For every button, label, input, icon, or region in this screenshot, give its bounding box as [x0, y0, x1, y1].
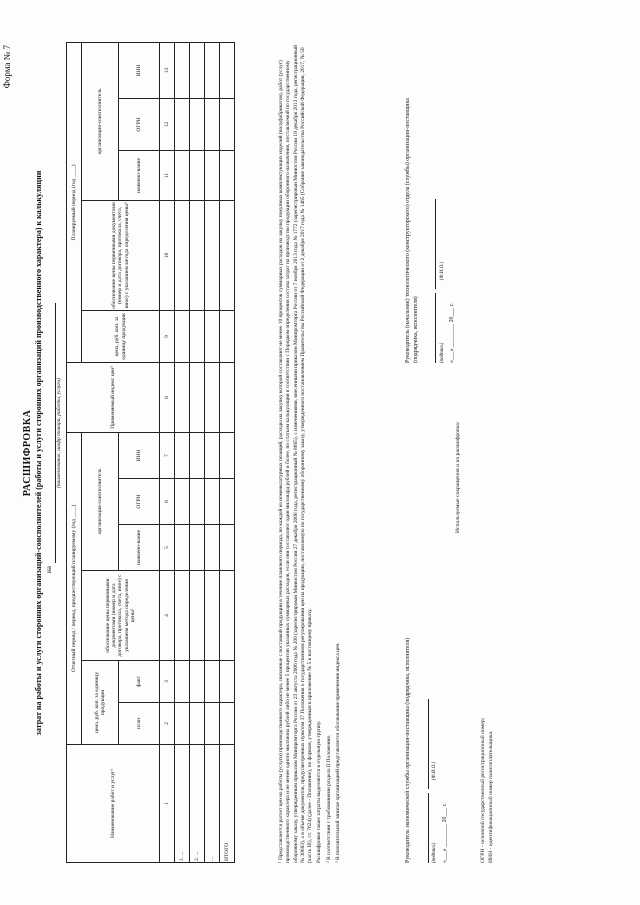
- header-name: Наименование работ и услуг¹: [67, 744, 160, 862]
- on-label: на: [45, 565, 53, 573]
- footnotes: [278, 43, 344, 863]
- column-number-row: [160, 42, 175, 862]
- table-row-total: [220, 42, 235, 862]
- footnote-1-cont: Расшифровке также затраты выделяются в отдельную группу.: [316, 720, 323, 863]
- header-org-name-reporting: наимено-вание: [119, 524, 160, 570]
- header-inn-planned: ИНН: [119, 42, 160, 98]
- col-number: 3: [160, 660, 175, 702]
- table-row: [175, 42, 190, 862]
- table-row: [190, 42, 205, 862]
- col-number: 10: [160, 200, 175, 310]
- row-label-total: ИТОГО: [220, 744, 235, 862]
- header-plan: план: [119, 702, 160, 744]
- header-inn-reporting: ИНН: [119, 432, 160, 478]
- footnote-3: ³ В пояснительной записке организацией представляется обоснование применения индекса цен.: [335, 641, 342, 863]
- footnote-2: ² В соответствии с требованиями раздела II Положения.: [325, 734, 332, 863]
- col-number: 2: [160, 702, 175, 744]
- header-ogrn-planned: ОГРН: [119, 98, 160, 150]
- header-ogrn-reporting: ОГРН: [119, 478, 160, 524]
- col-number: 9: [160, 310, 175, 362]
- col-number: 7: [160, 432, 175, 478]
- table-row: [205, 42, 220, 862]
- header-fact: факт: [119, 660, 160, 702]
- col-number: 11: [160, 150, 175, 200]
- header-justification-reporting: обоснование цены первичными документами (номер и дата договора, протокола, счета, иное) с указанием метода определения цены²: [82, 570, 160, 660]
- header-price-index: Применяемый индекс цен³: [67, 362, 160, 432]
- header-org-name-planned: наимено-вание: [119, 150, 160, 200]
- header-reporting-period: Отчетный период / период, предшествующий планируемому (год ____): [67, 432, 82, 744]
- header-planned-period: Планируемый период (год ____): [67, 42, 82, 362]
- row-label: 1. ...: [175, 744, 190, 862]
- row-label: ...: [205, 744, 220, 862]
- signature-left: [405, 633, 449, 863]
- col-number: 6: [160, 478, 175, 524]
- signature-right-sign-hint: (подпись): [439, 342, 445, 363]
- signature-left-date: «___» ________ 20___ г.: [441, 802, 448, 863]
- abbreviation-item: ОГРН - основной государственный регистрационный номер;: [480, 717, 486, 863]
- signature-left-fio-hint: (Ф.И.О.): [432, 761, 438, 780]
- signature-right: [405, 83, 457, 363]
- rotated-document: [2, 43, 580, 863]
- signature-right-title: Руководитель (начальник) технологического (конструкторского) отдела (службы) организации-поставщика (подрядчика, исполнителя): [405, 97, 419, 363]
- header-justification-planned: обоснование цены первичными документами (номер и дата договора, протокола, счета, иное) с указанием метода определения цены²: [82, 200, 160, 310]
- signature-left-title: Руководитель экономической службы организации-поставщика (подрядчика, исполнителя): [405, 637, 411, 863]
- header-org-reporting: организация-соисполнитель: [82, 432, 119, 570]
- document-subtitle: затрат на работы и услуги сторонних организаций-соисполнителей (работы и услуги сторонних организаций производственного характера) к калькуляции: [34, 170, 43, 735]
- signature-right-fio-hint: (Ф.И.О.): [439, 261, 445, 280]
- col-number: 4: [160, 570, 175, 660]
- abbreviations-title: Используемые сокращения и их расшифровка:: [455, 421, 461, 533]
- row-label: 2. ...: [190, 744, 205, 862]
- col-number: 12: [160, 98, 175, 150]
- cost-breakdown-table: [66, 41, 235, 862]
- subject-hint: (наименование, шифр товара, работы, услуги): [56, 377, 62, 488]
- document-title: РАСШИФРОВКА: [22, 409, 33, 496]
- footnote-1: ¹ Представляется расчет цен на работы (услуги) производственного характера, связанные с поставкой продукции в течение планового периода, по каждой из номенклатурных позиций, расходы на закупку которой составляют не менее 10 процентов суммарных расходов на закупку покупных комплектующих изделий (полуфабрикатов), работ (услуг) производственного характера и не менее одного миллиона рублей либо не менее 5 процентов указанных суммарных расходов, если они составляют один миллиард рублей и более, по статьям калькуляции в соответствии с Порядком определения состава затрат на производство продукции оборонного назначения, поставляемой по государственному оборонному заказу, утвержденным приказом Минпромторга России от 23 августа 2006 года № 200 (зарегистрирован Минюстом России 27 декабря 2006 года, регистрационный № 8665), с изменениями, внесенными приказом Минпромторга России от 7 ноября 2013 года № 1772 (зарегистрирован Минюстом России 19 декабря 2013 года, регистрационный № 30683), а в объеме документов, предусмотренных пунктом 37 Положения о государственном регулировании цен на продукцию, поставляемую по государственному оборонному заказу, утвержденного постановлением Правительства Российской Федерации от 2 декабря 2017 года № 1465 (Собрание законодательства Российской Федерации, 2017, № 50 (часть III), ст. 7624) (далее - Положение), по формам, утвержденным в приложение № 5 к настоящему приказу.: [278, 44, 314, 863]
- form-number: Форма № 7: [2, 44, 12, 88]
- col-number: 8: [160, 362, 175, 432]
- signature-left-sign-hint: (подпись): [432, 842, 438, 863]
- signature-right-date: «___» ________ 20___ г.: [449, 302, 456, 363]
- col-number: 5: [160, 524, 175, 570]
- abbreviation-item: ИНН - идентификационный номер налогоплательщика.: [487, 730, 494, 863]
- col-number: 13: [160, 42, 175, 98]
- header-price-reporting: цена, руб. коп. за единицу продукции: [82, 660, 119, 744]
- subject-line: [45, 303, 56, 573]
- abbreviations-list: [480, 717, 495, 862]
- col-number: 1: [160, 744, 175, 862]
- header-price-planned: цена, руб. коп. за единицу продукции: [82, 310, 160, 362]
- header-org-planned: организация-соисполнитель: [82, 42, 119, 200]
